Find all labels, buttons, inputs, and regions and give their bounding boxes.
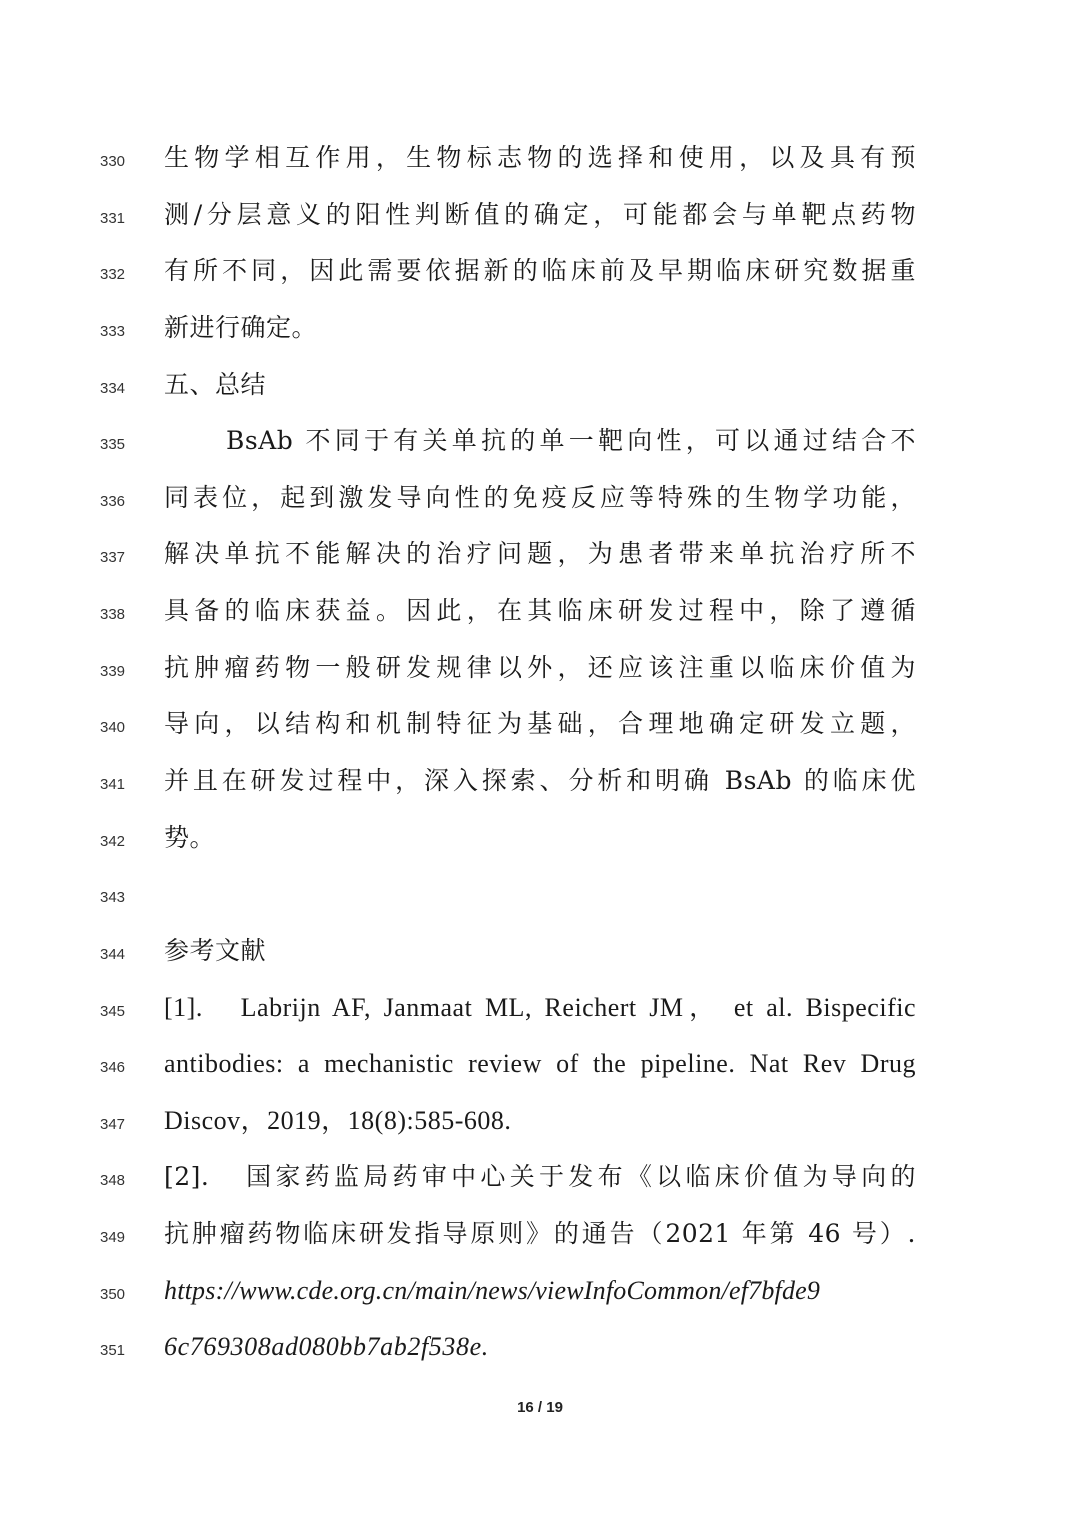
reference-1-line: Discov，2019，18(8):585-608. [164,1106,512,1135]
line-351 [0,1332,1080,1397]
reference-url[interactable]: 6c769308ad080bb7ab2f538e. [164,1332,489,1361]
line-text: 同表位，起到激发导向性的免疫反应等特殊的生物学功能， [164,483,916,512]
page-number: 16 / 19 [517,1399,563,1416]
line-number: 334 [100,380,126,397]
line-number: 346 [100,1059,126,1076]
line-text: 抗肿瘤药物一般研发规律以外，还应该注重以临床价值为 [164,653,916,682]
line-number: 349 [100,1229,126,1246]
reference-1-line: [1]. Labrijn AF, Janmaat ML, Reichert JM， et al. Bispecific [164,993,916,1022]
line-number: 347 [100,1116,126,1133]
line-number: 331 [100,210,126,227]
line-number: 340 [100,719,126,736]
line-text: 有所不同，因此需要依据新的临床前及早期临床研究数据重 [164,256,916,285]
line-text: 测/分层意义的阳性判断值的确定，可能都会与单靶点药物 [164,200,916,229]
line-number: 335 [100,436,126,453]
line-number: 333 [100,323,126,340]
line-number: 338 [100,606,126,623]
line-number: 342 [100,833,126,850]
references-heading: 参考文献 [164,936,267,965]
line-text: 生物学相互作用，生物标志物的选择和使用，以及具有预 [164,143,916,172]
line-text: 并且在研发过程中，深入探索、分析和明确 BsAb 的临床优 [164,766,916,795]
line-number: 351 [100,1342,126,1359]
reference-url[interactable]: https://www.cde.org.cn/main/news/viewInfoCommon/ef7bfde9 [164,1276,821,1305]
line-text: 具备的临床获益。因此，在其临床研发过程中，除了遵循 [164,596,916,625]
line-number: 344 [100,946,126,963]
line-text: 解决单抗不能解决的治疗问题，为患者带来单抗治疗所不 [164,539,916,568]
line-text: 势。 [164,823,216,852]
reference-1-line: antibodies: a mechanistic review of the pipeline. Nat Rev Drug [164,1049,916,1078]
line-number: 337 [100,549,126,566]
line-number: 348 [100,1172,126,1189]
line-text: 导向，以结构和机制特征为基础，合理地确定研发立题， [164,709,916,738]
section-heading: 五、总结 [164,370,267,399]
line-number: 339 [100,663,126,680]
line-number: 341 [100,776,126,793]
line-number: 343 [100,889,126,906]
line-text: 新进行确定。 [164,313,318,342]
reference-2-line: 抗肿瘤药物临床研发指导原则》的通告（2021 年第 46 号）. [164,1219,916,1248]
line-number: 345 [100,1003,126,1020]
reference-2-line: [2]. 国家药监局药审中心关于发布《以临床价值为导向的 [164,1162,916,1191]
line-number: 330 [100,153,126,170]
line-number: 336 [100,493,126,510]
line-number: 350 [100,1286,126,1303]
line-number: 332 [100,266,126,283]
line-342 [0,823,1080,888]
line-text: BsAb 不同于有关单抗的单一靶向性，可以通过结合不 [226,426,916,455]
